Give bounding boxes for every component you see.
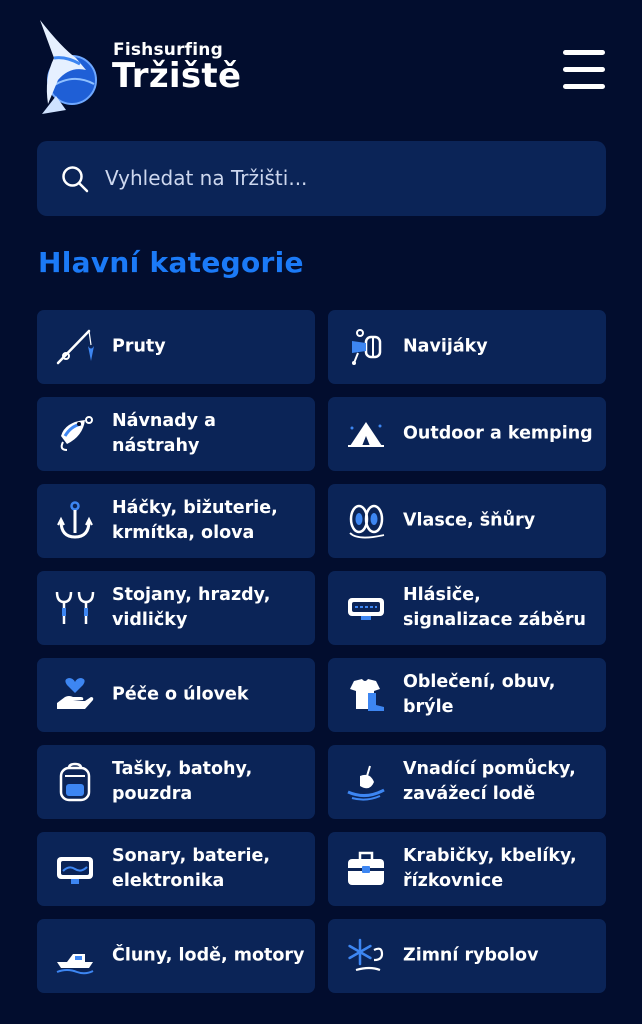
tent-icon [346,414,386,454]
bait-float-icon [346,762,386,802]
category-cluny[interactable] [37,919,315,993]
logo[interactable] [36,18,251,116]
category-label: Pruty [112,336,166,357]
boat-icon [55,936,95,976]
category-outdoor[interactable] [328,397,606,471]
search-icon [61,165,89,193]
menu-bar-icon [563,67,605,72]
category-vnadici[interactable] [328,745,606,819]
category-label: Hlásiče, signalizace záběru [403,585,587,630]
category-stojany[interactable] [37,571,315,645]
category-pece[interactable] [37,658,315,732]
category-label: Navijáky [403,336,488,357]
sonar-icon [55,849,95,889]
lure-icon [55,414,95,454]
category-hacky[interactable] [37,484,315,558]
logo-subtitle: Fishsurfing [113,40,223,60]
snowflake-icon [346,936,386,976]
search-bar[interactable] [37,141,606,216]
menu-bar-icon [563,50,605,55]
category-label: Krabičky, kbelíky, řízkovnice [403,846,577,891]
category-label: Vnadící pomůcky, zavážecí lodě [403,759,576,804]
category-obleceni[interactable] [328,658,606,732]
menu-bar-icon [563,84,605,89]
clothing-icon [346,675,386,715]
category-hlasice[interactable] [328,571,606,645]
category-label: Péče o úlovek [112,684,249,705]
category-vlasce[interactable] [328,484,606,558]
category-label: Outdoor a kemping [403,423,593,444]
category-label: Zimní rybolov [403,945,539,966]
category-grid [37,310,606,993]
category-label: Tašky, batohy, pouzdra [112,759,253,804]
tackle-box-icon [346,849,386,889]
heart-hand-icon [55,675,95,715]
category-navijaky[interactable] [328,310,606,384]
rod-rest-icon [55,588,95,628]
hook-icon [55,501,95,541]
hamburger-menu-button[interactable] [556,44,612,94]
bite-alarm-icon [346,588,386,628]
search-input[interactable] [105,157,585,199]
logo-title: Tržiště [112,56,242,96]
marlin-logo-icon [36,18,100,116]
category-tasky[interactable] [37,745,315,819]
line-spool-icon [346,501,386,541]
category-label: Oblečení, obuv, brýle [403,672,556,717]
backpack-icon [55,762,95,802]
category-zimni[interactable] [328,919,606,993]
category-label: Stojany, hrazdy, vidličky [112,585,271,630]
category-navnady[interactable] [37,397,315,471]
category-label: Čluny, lodě, motory [112,945,305,966]
category-label: Sonary, baterie, elektronika [112,846,271,891]
fishing-reel-icon [346,327,386,367]
section-title: Hlavní kategorie [38,246,304,279]
category-pruty[interactable] [37,310,315,384]
category-label: Návnady a nástrahy [112,411,216,456]
category-label: Háčky, bižuterie, krmítka, olova [112,498,278,543]
category-label: Vlasce, šňůry [403,510,536,531]
category-sonary[interactable] [37,832,315,906]
fishing-rod-icon [55,327,95,367]
header [0,0,642,120]
category-krabicky[interactable] [328,832,606,906]
